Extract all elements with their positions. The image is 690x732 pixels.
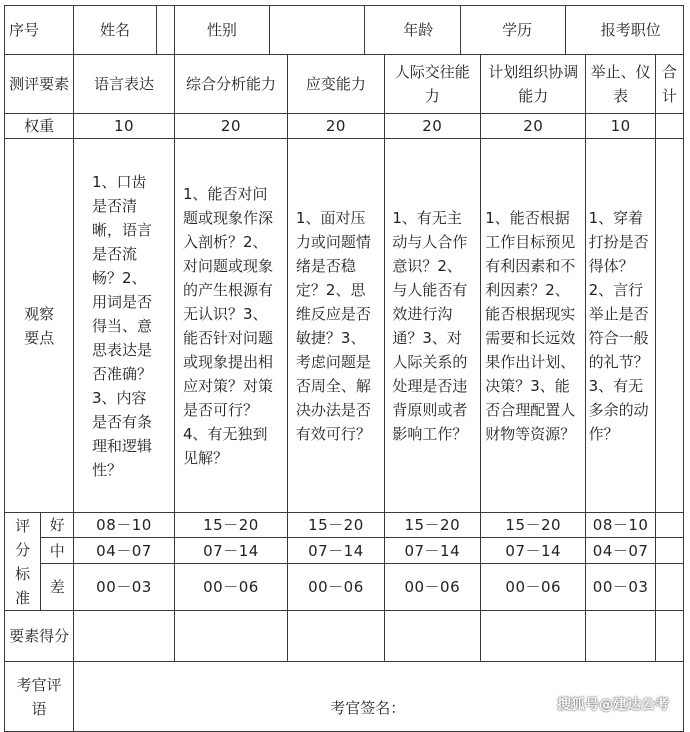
good-total — [655, 513, 683, 538]
header-row — [5, 6, 684, 55]
observation-analysis: 1、能否对问题或现象作深入剖析？2、对问题或现象的产生根源有无认识？3、能否针对问题或现象提出相应对策？对策是否可行？4、有无独到见解？ — [174, 139, 287, 513]
grade-medium: 中 — [41, 538, 74, 564]
factor-score-row — [5, 611, 684, 662]
weight-analysis: 20 — [174, 114, 287, 139]
education-label: 学历 — [460, 6, 565, 55]
factor-score-total[interactable] — [655, 611, 683, 662]
observation-row — [5, 139, 684, 513]
gender-value[interactable] — [270, 6, 364, 55]
weight-language: 10 — [74, 114, 174, 139]
factor-score-adaptability[interactable] — [288, 611, 384, 662]
poor-planning: 00－06 — [481, 564, 586, 611]
factor-total: 合计 — [655, 55, 683, 114]
medium-adaptability: 07－14 — [288, 538, 384, 564]
grade-good: 好 — [41, 513, 74, 538]
medium-manner: 04－07 — [586, 538, 655, 564]
scoring-row-good — [5, 513, 684, 538]
factor-planning: 计划组织协调能力 — [481, 55, 586, 114]
good-language: 08－10 — [74, 513, 174, 538]
factor-language: 语言表达 — [74, 55, 174, 114]
examiner-comment-row — [5, 662, 684, 732]
examiner-signature-label: 考官签名： — [330, 699, 406, 717]
medium-interpersonal: 07－14 — [384, 538, 480, 564]
poor-analysis: 00－06 — [174, 564, 287, 611]
poor-manner: 00－03 — [586, 564, 655, 611]
scoring-row-medium — [5, 538, 684, 564]
weight-manner: 10 — [586, 114, 655, 139]
good-planning: 15－20 — [481, 513, 586, 538]
factor-score-planning[interactable] — [481, 611, 586, 662]
observation-interpersonal: 1、有无主动与人合作意识？2、与人能否有效进行沟通？3、对人际关系的处理是否违背原则或者影响工作？ — [384, 139, 480, 513]
scoring-label: 评分标准 — [5, 513, 41, 611]
good-interpersonal: 15－20 — [384, 513, 480, 538]
observation-language: 1、口齿是否清晰，语言是否流畅？2、用词是否得当、意思表达是否准确？3、内容是否有条理和逻辑性？ — [74, 139, 174, 513]
factor-score-analysis[interactable] — [174, 611, 287, 662]
weight-total — [655, 114, 683, 139]
weight-adaptability: 20 — [288, 114, 384, 139]
medium-planning: 07－14 — [481, 538, 586, 564]
observation-manner: 1、穿着打扮是否得体？2、言行举止是否符合一般的礼节？3、有无多余的动作？ — [586, 139, 655, 513]
medium-total — [655, 538, 683, 564]
observation-total — [655, 139, 683, 513]
factor-analysis: 综合分析能力 — [174, 55, 287, 114]
seq-label: 序号 — [5, 6, 74, 55]
factor-adaptability: 应变能力 — [288, 55, 384, 114]
age-label: 年龄 — [364, 6, 460, 55]
position-label: 报考职位 — [566, 6, 684, 55]
factor-manner: 举止、仪表 — [586, 55, 655, 114]
name-label: 姓名 — [74, 6, 156, 55]
poor-adaptability: 00－06 — [288, 564, 384, 611]
factor-score-interpersonal[interactable] — [384, 611, 480, 662]
factors-row — [5, 55, 684, 114]
examiner-comment-label: 考官评语 — [5, 662, 74, 732]
good-analysis: 15－20 — [174, 513, 287, 538]
weights-label: 权重 — [5, 114, 74, 139]
observation-label: 观察要点 — [5, 139, 74, 513]
factor-score-language[interactable] — [74, 611, 174, 662]
interview-score-sheet — [4, 5, 684, 732]
name-value[interactable] — [156, 6, 174, 55]
medium-language: 04－07 — [74, 538, 174, 564]
poor-interpersonal: 00－06 — [384, 564, 480, 611]
good-adaptability: 15－20 — [288, 513, 384, 538]
weight-planning: 20 — [481, 114, 586, 139]
good-manner: 08－10 — [586, 513, 655, 538]
watermark-text: 搜狐号@建达公考 — [557, 697, 669, 713]
grade-poor: 差 — [41, 564, 74, 611]
factor-interpersonal: 人际交往能力 — [384, 55, 480, 114]
observation-adaptability: 1、面对压力或问题情绪是否稳定？2、思维反应是否敏捷？3、考虑问题是否周全、解决办法是否有效可行？ — [288, 139, 384, 513]
gender-label: 性别 — [174, 6, 269, 55]
factor-score-manner[interactable] — [586, 611, 655, 662]
observation-planning: 1、能否根据工作目标预见有利因素和不利因素？2、能否根据现实需要和长远效果作出计划、决策？3、能否合理配置人财物等资源？ — [481, 139, 586, 513]
medium-analysis: 07－14 — [174, 538, 287, 564]
factors-label: 测评要素 — [5, 55, 74, 114]
poor-total — [655, 564, 683, 611]
factor-score-label: 要素得分 — [5, 611, 74, 662]
poor-language: 00－03 — [74, 564, 174, 611]
weight-interpersonal: 20 — [384, 114, 480, 139]
weights-row — [5, 114, 684, 139]
scoring-row-poor — [5, 564, 684, 611]
examiner-comment-area[interactable] — [74, 662, 684, 732]
